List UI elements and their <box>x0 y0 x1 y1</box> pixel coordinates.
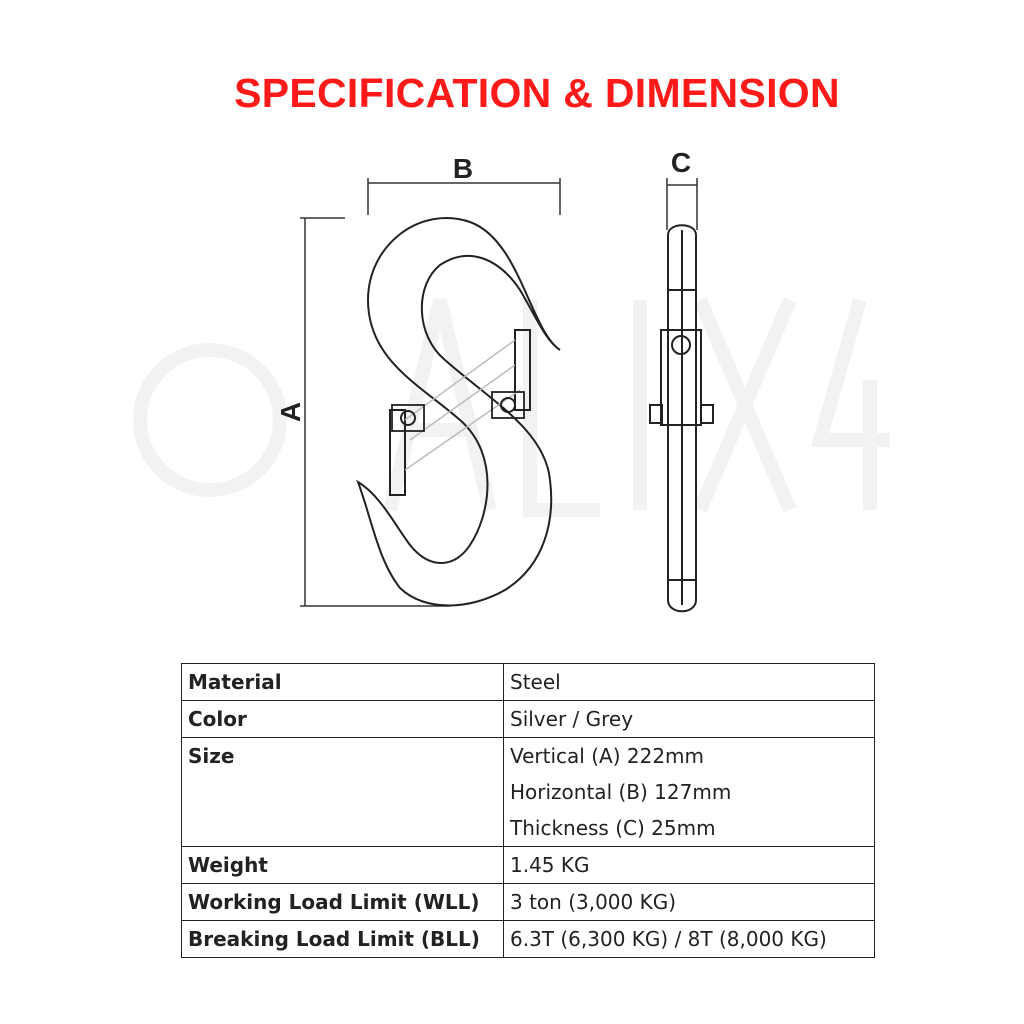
spec-value-wll <box>504 884 875 921</box>
dimension-label-c: C <box>670 147 692 178</box>
specification-table <box>181 663 875 958</box>
table-row <box>182 738 875 847</box>
spec-value-line: Vertical (A) 222mm <box>510 744 705 768</box>
spec-value-bll <box>504 921 875 958</box>
spec-value-line: Thickness (C) 25mm <box>510 816 716 840</box>
table-row <box>182 884 875 921</box>
dimension-label-b: B <box>452 153 474 184</box>
spec-value-line: Steel <box>510 670 561 694</box>
spec-value-line: 3 ton (3,000 KG) <box>510 890 677 914</box>
spec-value-line: Silver / Grey <box>510 707 634 731</box>
table-row <box>182 921 875 958</box>
table-row <box>182 847 875 884</box>
spec-label-bll: Breaking Load Limit (BLL) <box>182 921 504 958</box>
s-hook-side-view-drawing <box>650 225 713 611</box>
spec-label-weight: Weight <box>182 847 504 884</box>
page-title: SPECIFICATION & DIMENSION <box>234 70 840 116</box>
spec-value-weight <box>504 847 875 884</box>
spec-label-color: Color <box>182 701 504 738</box>
spec-value-line: 6.3T (6,300 KG) / 8T (8,000 KG) <box>510 927 827 951</box>
spec-value-line: Horizontal (B) 127mm <box>510 780 732 804</box>
spec-value-size <box>504 738 875 847</box>
spec-value-material <box>504 664 875 701</box>
spec-label-wll: Working Load Limit (WLL) <box>182 884 504 921</box>
table-row <box>182 664 875 701</box>
dimension-label-a: A <box>275 401 306 423</box>
spec-label-size: Size <box>182 738 504 847</box>
spec-label-material: Material <box>182 664 504 701</box>
table-row <box>182 701 875 738</box>
spec-value-color <box>504 701 875 738</box>
spec-value-line: 1.45 KG <box>510 853 590 877</box>
